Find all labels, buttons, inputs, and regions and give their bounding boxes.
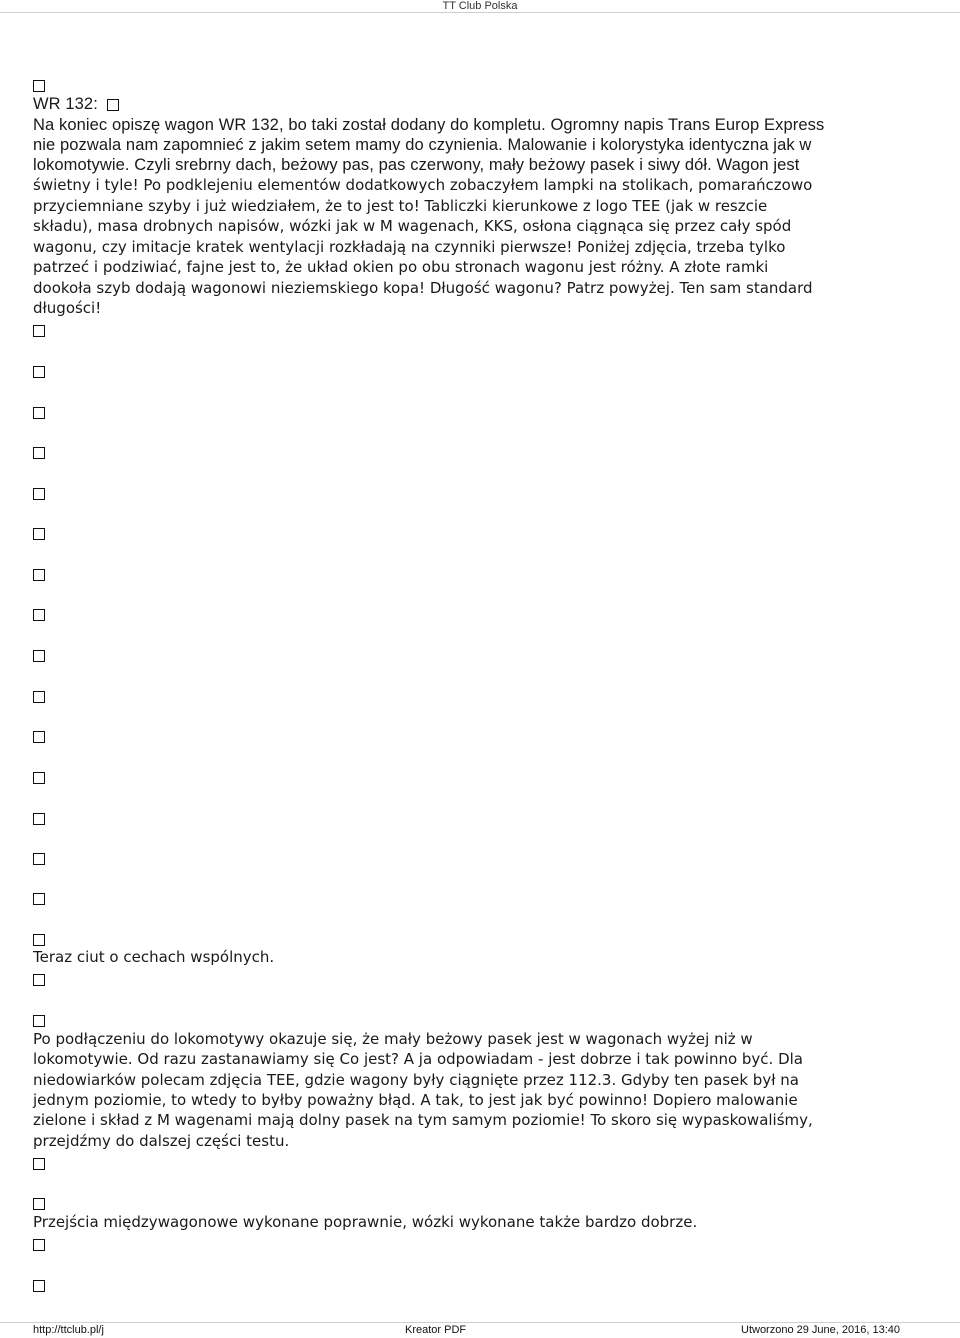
placeholder-image-icon [33,1275,45,1291]
section-line: Teraz ciut o cechach wspólnych. [33,948,275,966]
placeholder-image-icon [33,442,45,458]
paragraph-line: długości! [33,299,102,317]
placeholder-image-icon [107,99,119,111]
placeholder-image-icon [33,75,45,91]
placeholder-image-icon [33,929,45,945]
placeholder-image-icon [33,320,45,336]
paragraph-line: nie pozwala nam zapomnieć z jakim setem mamy do czynienia. Malowanie i kolorystyka identyczna jak w [33,136,812,154]
footer-generator: Kreator PDF [405,1324,467,1336]
paragraph-line: jednym poziomie, to wtedy to byłby poważny błąd. A tak, to jest jak być powinno! Dopiero malowanie [33,1091,798,1109]
paragraph-line: przejdźmy do dalszej części testu. [33,1132,290,1150]
placeholder-image-icon [33,808,45,824]
footer-divider [0,1322,960,1323]
paragraph-line: niedowiarków polecam zdjęcia TEE, gdzie wagony były ciągnięte przez 112.3. Gdyby ten pasek był na [33,1071,799,1089]
wr132-heading: WR 132: [33,95,98,113]
placeholder-image-icon [33,483,45,499]
paragraph-line: lokomotywie. Czyli srebrny dach, beżowy pas, pas czerwony, mały beżowy pasek i siwy dół. Wagon jest [33,156,800,174]
placeholder-image-icon [33,767,45,783]
page-footer [0,1324,960,1338]
paragraph-line: zielone i skład z M wagenami mają dolny pasek na tym samym poziomie! To skoro się wypaskowaliśmy, [33,1111,813,1129]
placeholder-image-icon [33,848,45,864]
paragraph-line: patrzeć i podziwiać, fajne jest to, że układ okien po obu stronach wagonu jest różny. A złote ramki [33,258,769,276]
placeholder-image-icon [33,1010,45,1026]
paragraph-line: Na koniec opiszę wagon WR 132, bo taki został dodany do kompletu. Ogromny napis Trans Europ Express [33,116,825,134]
placeholder-image-icon [33,1153,45,1169]
placeholder-image-icon [33,604,45,620]
paragraph-line: składu), masa drobnych napisów, wózki jak w M wagenach, KKS, osłona ciągnąca się przez cały spód [33,217,792,235]
section-heading [33,94,119,114]
placeholder-image-icon [33,1234,45,1250]
placeholder-image-icon [33,1193,45,1209]
footer-url-link[interactable]: http://ttclub.pl/j [33,1324,104,1336]
paragraph-line: przyciemniane szyby i już wiedziałem, że to jest to! Tabliczki kierunkowe z logo TEE (jak w reszcie [33,197,768,215]
placeholder-image-icon [33,969,45,985]
placeholder-image-icon [33,564,45,580]
placeholder-image-icon [33,523,45,539]
placeholder-image-icon [33,645,45,661]
placeholder-image-icon [33,361,45,377]
paragraph-line: lokomotywie. Od razu zastanawiamy się Co jest? A ja odpowiadam - jest dobrze i tak powinno być. Dla [33,1050,804,1068]
paragraph-line: dookoła szyb dodają wagonowi nieziemskiego kopa! Długość wagonu? Patrz powyżej. Ten sam standard [33,279,813,297]
placeholder-image-icon [33,686,45,702]
paragraph-line: świetny i tyle! Po podklejeniu elementów dodatkowych zobaczyłem lampki na stolikach, pomarańczowo [33,176,813,194]
footer-created-date: Utworzono 29 June, 2016, 13:40 [741,1324,901,1336]
header-divider [0,12,960,13]
paragraph-line: wagonu, czy imitacje kratek wentylacji rozkładają na czynniki pierwsze! Poniżej zdjęcia, trzeba tylko [33,238,786,256]
section-line: Przejścia międzywagonowe wykonane poprawnie, wózki wykonane także bardzo dobrze. [33,1213,698,1231]
page-header-title: TT Club Polska [442,0,518,12]
placeholder-image-icon [33,888,45,904]
paragraph-line: Po podłączeniu do lokomotywy okazuje się, że mały beżowy pasek jest w wagonach wyżej niż w [33,1030,753,1048]
placeholder-image-icon [33,726,45,742]
placeholder-image-icon [33,402,45,418]
